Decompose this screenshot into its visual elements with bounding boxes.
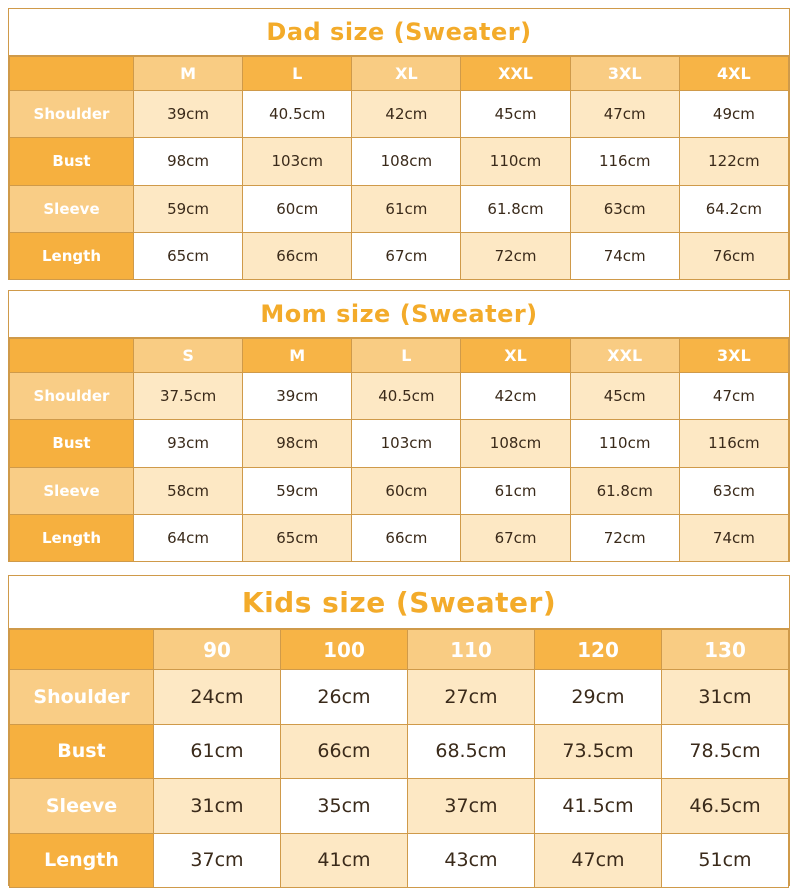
measurement-cell: 61cm — [461, 467, 570, 514]
measurement-cell: 59cm — [243, 467, 352, 514]
mom-sleeve-row — [10, 467, 789, 514]
measurement-cell: 110cm — [570, 420, 679, 467]
mom-size-header-row — [10, 339, 789, 373]
dad-size-table — [9, 56, 789, 280]
row-label: Shoulder — [10, 91, 134, 138]
measurement-cell: 35cm — [281, 779, 408, 834]
measurement-cell: 103cm — [352, 420, 461, 467]
measurement-cell: 116cm — [570, 138, 679, 185]
measurement-cell: 108cm — [461, 420, 570, 467]
row-label: Sleeve — [10, 779, 154, 834]
measurement-cell: 39cm — [243, 373, 352, 420]
measurement-cell: 29cm — [535, 670, 662, 725]
measurement-cell: 41cm — [281, 833, 408, 888]
measurement-cell: 64.2cm — [679, 185, 788, 232]
mom-chart-title: Mom size (Sweater) — [9, 291, 789, 338]
measurement-cell: 73.5cm — [535, 724, 662, 779]
measurement-cell: 61cm — [154, 724, 281, 779]
dad-size-header: XL — [352, 57, 461, 91]
measurement-cell: 60cm — [243, 185, 352, 232]
dad-length-row — [10, 232, 789, 279]
kids-length-row — [10, 833, 789, 888]
measurement-cell: 43cm — [408, 833, 535, 888]
measurement-cell: 61.8cm — [461, 185, 570, 232]
kids-sleeve-row — [10, 779, 789, 834]
mom-size-chart — [8, 290, 790, 562]
measurement-cell: 76cm — [679, 232, 788, 279]
kids-size-header-row — [10, 630, 789, 670]
measurement-cell: 31cm — [154, 779, 281, 834]
dad-size-chart — [8, 8, 790, 280]
mom-length-row — [10, 514, 789, 561]
measurement-cell: 39cm — [134, 91, 243, 138]
measurement-cell: 42cm — [461, 373, 570, 420]
measurement-cell: 61.8cm — [570, 467, 679, 514]
measurement-cell: 31cm — [662, 670, 789, 725]
dad-corner-cell — [10, 57, 134, 91]
row-label: Bust — [10, 420, 134, 467]
measurement-cell: 78.5cm — [662, 724, 789, 779]
row-label: Bust — [10, 138, 134, 185]
measurement-cell: 41.5cm — [535, 779, 662, 834]
kids-size-header: 90 — [154, 630, 281, 670]
measurement-cell: 47cm — [679, 373, 788, 420]
measurement-cell: 74cm — [570, 232, 679, 279]
kids-shoulder-row — [10, 670, 789, 725]
kids-size-header: 130 — [662, 630, 789, 670]
measurement-cell: 60cm — [352, 467, 461, 514]
mom-corner-cell — [10, 339, 134, 373]
measurement-cell: 47cm — [570, 91, 679, 138]
measurement-cell: 58cm — [134, 467, 243, 514]
row-label: Length — [10, 514, 134, 561]
measurement-cell: 66cm — [281, 724, 408, 779]
measurement-cell: 51cm — [662, 833, 789, 888]
row-label: Sleeve — [10, 185, 134, 232]
dad-bust-row — [10, 138, 789, 185]
measurement-cell: 66cm — [243, 232, 352, 279]
measurement-cell: 74cm — [679, 514, 788, 561]
measurement-cell: 67cm — [461, 514, 570, 561]
measurement-cell: 108cm — [352, 138, 461, 185]
measurement-cell: 98cm — [134, 138, 243, 185]
measurement-cell: 68.5cm — [408, 724, 535, 779]
measurement-cell: 37cm — [408, 779, 535, 834]
kids-size-header: 110 — [408, 630, 535, 670]
dad-size-header: 4XL — [679, 57, 788, 91]
dad-chart-title: Dad size (Sweater) — [9, 9, 789, 56]
dad-size-header: M — [134, 57, 243, 91]
dad-sleeve-row — [10, 185, 789, 232]
measurement-cell: 49cm — [679, 91, 788, 138]
measurement-cell: 42cm — [352, 91, 461, 138]
measurement-cell: 122cm — [679, 138, 788, 185]
kids-size-header: 100 — [281, 630, 408, 670]
measurement-cell: 67cm — [352, 232, 461, 279]
mom-size-header: S — [134, 339, 243, 373]
mom-bust-row — [10, 420, 789, 467]
measurement-cell: 40.5cm — [352, 373, 461, 420]
measurement-cell: 40.5cm — [243, 91, 352, 138]
row-label: Sleeve — [10, 467, 134, 514]
measurement-cell: 64cm — [134, 514, 243, 561]
mom-size-header: XXL — [570, 339, 679, 373]
measurement-cell: 27cm — [408, 670, 535, 725]
measurement-cell: 63cm — [679, 467, 788, 514]
measurement-cell: 66cm — [352, 514, 461, 561]
kids-bust-row — [10, 724, 789, 779]
dad-size-header: 3XL — [570, 57, 679, 91]
kids-chart-title: Kids size (Sweater) — [9, 576, 789, 629]
measurement-cell: 46.5cm — [662, 779, 789, 834]
kids-size-chart — [8, 575, 790, 886]
measurement-cell: 24cm — [154, 670, 281, 725]
measurement-cell: 26cm — [281, 670, 408, 725]
row-label: Shoulder — [10, 373, 134, 420]
row-label: Shoulder — [10, 670, 154, 725]
dad-size-header: L — [243, 57, 352, 91]
measurement-cell: 65cm — [243, 514, 352, 561]
measurement-cell: 98cm — [243, 420, 352, 467]
measurement-cell: 65cm — [134, 232, 243, 279]
measurement-cell: 72cm — [570, 514, 679, 561]
measurement-cell: 45cm — [570, 373, 679, 420]
measurement-cell: 37.5cm — [134, 373, 243, 420]
measurement-cell: 45cm — [461, 91, 570, 138]
dad-size-header-row — [10, 57, 789, 91]
measurement-cell: 63cm — [570, 185, 679, 232]
measurement-cell: 47cm — [535, 833, 662, 888]
row-label: Length — [10, 232, 134, 279]
kids-size-header: 120 — [535, 630, 662, 670]
mom-size-header: M — [243, 339, 352, 373]
measurement-cell: 61cm — [352, 185, 461, 232]
mom-size-table — [9, 338, 789, 562]
measurement-cell: 103cm — [243, 138, 352, 185]
measurement-cell: 59cm — [134, 185, 243, 232]
row-label: Length — [10, 833, 154, 888]
mom-shoulder-row — [10, 373, 789, 420]
kids-size-table — [9, 629, 789, 888]
measurement-cell: 116cm — [679, 420, 788, 467]
measurement-cell: 37cm — [154, 833, 281, 888]
measurement-cell: 93cm — [134, 420, 243, 467]
dad-size-header: XXL — [461, 57, 570, 91]
row-label: Bust — [10, 724, 154, 779]
dad-shoulder-row — [10, 91, 789, 138]
mom-size-header: XL — [461, 339, 570, 373]
kids-corner-cell — [10, 630, 154, 670]
measurement-cell: 110cm — [461, 138, 570, 185]
mom-size-header: L — [352, 339, 461, 373]
measurement-cell: 72cm — [461, 232, 570, 279]
mom-size-header: 3XL — [679, 339, 788, 373]
